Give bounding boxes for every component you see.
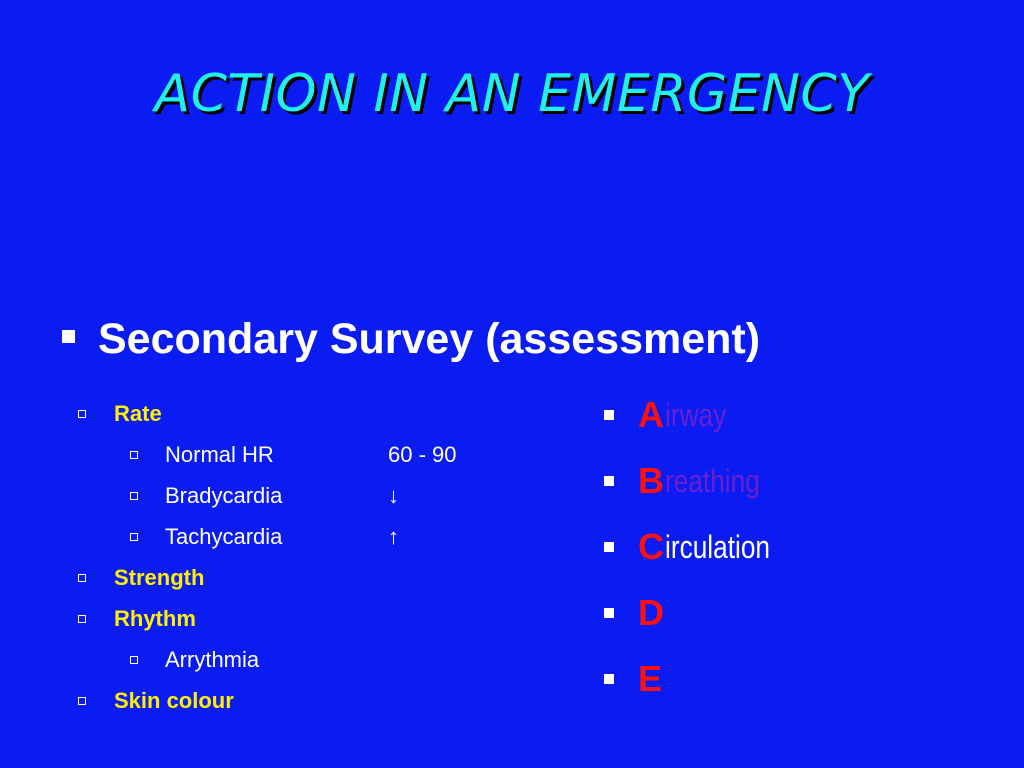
abc-item-airway — [604, 382, 1004, 448]
hollow-square-bullet-icon — [130, 533, 138, 541]
item-label: Normal HR — [165, 441, 274, 467]
item-label: Strength — [114, 564, 205, 590]
hollow-square-bullet-icon — [130, 656, 138, 664]
hollow-square-bullet-icon — [130, 451, 138, 459]
hollow-square-bullet-icon — [78, 615, 86, 623]
item-label: Skin colour — [114, 687, 234, 713]
survey-heading-text: Secondary Survey (assessment) — [98, 314, 761, 363]
item-value: 60 - 90 — [388, 441, 457, 467]
square-bullet-icon — [604, 410, 614, 420]
list-item-normal-hr — [78, 434, 538, 475]
down-arrow-icon: ↓ — [388, 482, 399, 508]
square-bullet-icon — [62, 330, 75, 343]
list-item-tachycardia — [78, 516, 538, 557]
item-label: Bradycardia — [165, 482, 283, 508]
list-item-rate — [78, 393, 538, 434]
hollow-square-bullet-icon — [78, 410, 86, 418]
abc-letter: C — [638, 526, 664, 567]
hollow-square-bullet-icon — [130, 492, 138, 500]
item-label: Rhythm — [114, 605, 196, 631]
survey-heading — [62, 304, 760, 374]
square-bullet-icon — [604, 608, 614, 618]
abc-letter: E — [638, 658, 663, 699]
square-bullet-icon — [604, 542, 614, 552]
abc-item-d — [604, 580, 1004, 646]
hollow-square-bullet-icon — [78, 574, 86, 582]
abc-letter: A — [638, 394, 664, 435]
square-bullet-icon — [604, 674, 614, 684]
abc-word-rest: reathing — [665, 462, 760, 499]
hollow-square-bullet-icon — [78, 697, 86, 705]
abc-letter: B — [638, 460, 664, 501]
abc-item-circulation — [604, 514, 1004, 580]
abc-item-e — [604, 646, 1004, 712]
assessment-list — [78, 393, 538, 721]
list-item-strength — [78, 557, 538, 598]
up-arrow-icon: ↑ — [388, 523, 399, 549]
abc-word-rest: irway — [665, 396, 727, 433]
item-label: Rate — [114, 400, 162, 426]
list-item-rhythm — [78, 598, 538, 639]
abcde-list — [604, 382, 1004, 712]
list-item-bradycardia — [78, 475, 538, 516]
slide-title: ACTION IN AN EMERGENCY — [154, 64, 870, 124]
item-label: Tachycardia — [165, 523, 283, 549]
square-bullet-icon — [604, 476, 614, 486]
list-item-skin-colour — [78, 680, 538, 721]
abc-item-breathing — [604, 448, 1004, 514]
list-item-arrythmia — [78, 639, 538, 680]
abc-letter: D — [638, 592, 664, 633]
abc-word-rest: irculation — [665, 528, 771, 565]
item-label: Arrythmia — [165, 646, 260, 672]
